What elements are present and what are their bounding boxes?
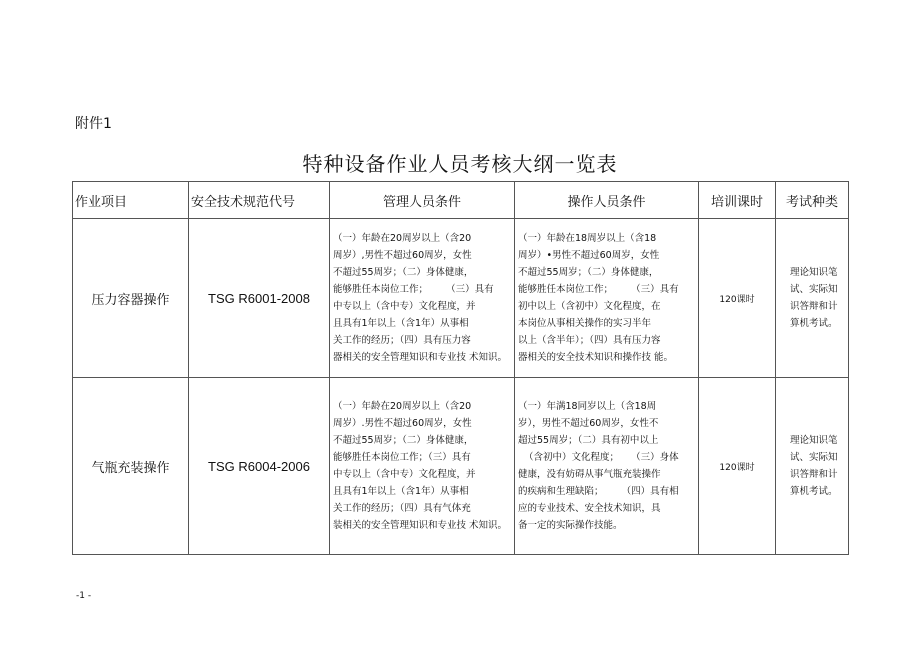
- outline-table: [72, 181, 849, 555]
- header-exam: 考试种类: [776, 182, 849, 219]
- cell-manager: [330, 378, 515, 555]
- exam-text: 理论知识笔 试、实际知 识答辩和计 算机考试。: [790, 267, 838, 329]
- cell-hours: 120课时: [699, 219, 776, 378]
- cell-manager: [330, 219, 515, 378]
- table-row: [73, 378, 849, 555]
- cell-exam: [776, 378, 849, 555]
- cell-code: TSG R6001-2008: [189, 219, 330, 378]
- cell-hours: 120课时: [699, 378, 776, 555]
- exam-text: 理论知识笔 试、实际知 识答辩和计 算机考试。: [790, 435, 838, 497]
- table-header-row: [73, 182, 849, 219]
- cell-operator: [515, 219, 699, 378]
- cell-operator: [515, 378, 699, 555]
- manager-text: （一）年龄在20周岁以上（含20 周岁）,男性不超过60周岁，女性 不超过55周岁；（二）身体健康， 能够胜任本岗位工作； （三）具有 中专以上（含中专）文化程度，并 且具有1年以上（含1年）从事相 关工作的经历；（四）具有压力容 器相关的安全管理知识和专业技 术知识。: [333, 233, 508, 363]
- header-item: 作业项目: [73, 182, 189, 219]
- header-manager: 管理人员条件: [330, 182, 515, 219]
- header-operator: 操作人员条件: [515, 182, 699, 219]
- cell-exam: [776, 219, 849, 378]
- document-title: 特种设备作业人员考核大纲一览表: [302, 152, 618, 176]
- header-hours: 培训课时: [699, 182, 776, 219]
- page-number: -1 -: [76, 591, 92, 601]
- cell-code: TSG R6004-2006: [189, 378, 330, 555]
- table-row: [73, 219, 849, 378]
- operator-text: （一）年满18同岁以上（含18周 岁），男性不超过60周岁，女性不 超过55周岁；（二）具有初中以上 （含初中）文化程度； （三）身体 健康，没有妨碍从事气瓶充装操作 的疾病和生理缺陷； （四）具有相 应的专业技术、安全技术知识，具 备一定的实际操作技能。: [518, 401, 679, 531]
- operator-text: （一）年龄在18周岁以上（含18 周岁）•男性不超过60周岁，女性 不超过55周岁；（二）身体健康， 能够胜任本岗位工作； （三）具有 初中以上（含初中）文化程度，在 本岗位从事相关操作的实习半年 以上（含半年）；（四）具有压力容 器相关的安全技术知识和操作技 能。: [518, 233, 679, 363]
- header-code: 安全技术规范代号: [189, 182, 330, 219]
- cell-item: 压力容器操作: [73, 219, 189, 378]
- attachment-label: 附件1: [75, 116, 112, 132]
- manager-text: （一）年龄在20周岁以上（含20 周岁）.男性不超过60周岁，女性 不超过55周岁；（二）身体健康， 能够胜任本岗位工作；（三）具有 中专以上（含中专）文化程度，并 且具有1年以上（含1年）从事相 关工作的经历；（四）具有气体充 装相关的安全管理知识和专业技 术知识。: [333, 401, 508, 531]
- cell-item: 气瓶充装操作: [73, 378, 189, 555]
